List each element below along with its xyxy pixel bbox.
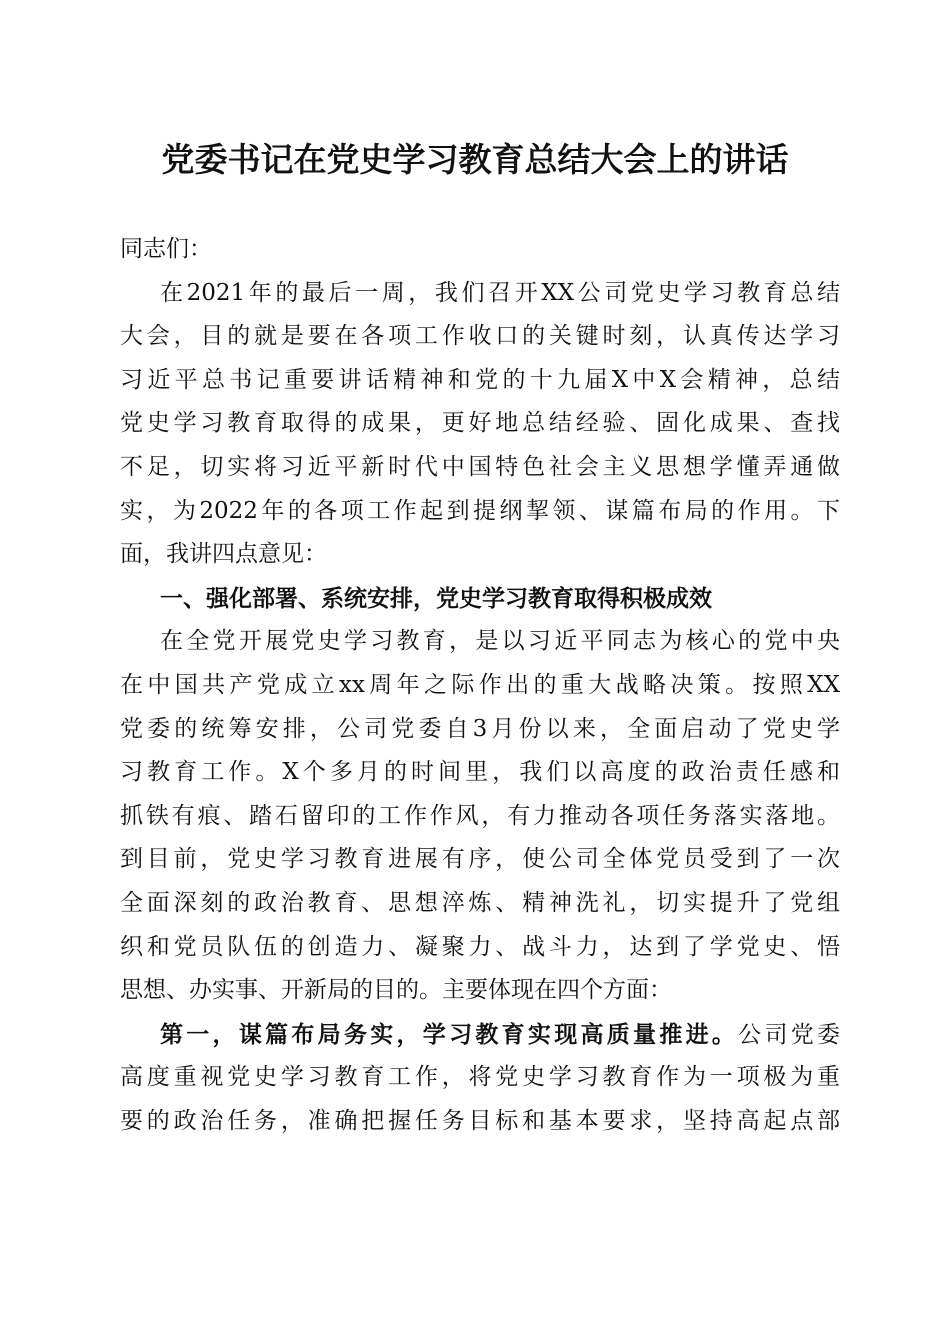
paragraph-line: 织和党员队伍的创造力、凝聚力、战斗力，达到了学党史、悟	[120, 933, 840, 960]
paragraph-line: 到目前，党史学习教育进展有序，使公司全体党员受到了一次	[120, 846, 840, 873]
paragraph-line: 高度重视党史学习教育工作，将党史学习教育作为一项极为重	[120, 1064, 840, 1091]
salutation: 同志们：	[120, 236, 212, 262]
paragraph-line: 大会，目的就是要在各项工作收口的关键时刻，认真传达学习	[120, 323, 840, 350]
paragraph-line: 党委的统筹安排，公司党委自3月份以来，全面启动了党史学	[120, 715, 840, 742]
paragraph-line: 在全党开展党史学习教育，是以习近平同志为核心的党中央	[160, 628, 840, 655]
paragraph-line-lead	[120, 1013, 840, 1057]
paragraph-line: 习近平总书记重要讲话精神和党的十九届X中X会精神，总结	[120, 366, 840, 393]
paragraph-line: 面，我讲四点意见：	[120, 541, 327, 568]
paragraph-lead-rest: 公司党委	[738, 1021, 841, 1048]
paragraph-line: 思想、办实事、开新局的目的。主要体现在四个方面：	[120, 977, 672, 1004]
paragraph-line: 不足，切实将习近平新时代中国特色社会主义思想学懂弄通做	[120, 453, 840, 480]
paragraph-line: 在中国共产党成立xx周年之际作出的重大战略决策。按照XX	[120, 671, 840, 698]
paragraph-lead-sentence: 第一，谋篇布局务实，学习教育实现高质量推进。	[160, 1020, 739, 1048]
paragraph-line: 党史学习教育取得的成果，更好地总结经验、固化成果、查找	[120, 410, 840, 437]
paragraph-line: 抓铁有痕、踏石留印的工作作风，有力推动各项任务落实落地。	[120, 802, 840, 829]
paragraph-line: 在2021年的最后一周，我们召开XX公司党史学习教育总结	[160, 279, 840, 306]
paragraph-line: 实，为2022年的各项工作起到提纲挈领、谋篇布局的作用。下	[120, 497, 840, 524]
paragraph-line: 要的政治任务，准确把握任务目标和基本要求，坚持高起点部	[120, 1107, 840, 1134]
paragraph-line: 习教育工作。X个多月的时间里，我们以高度的政治责任感和	[120, 759, 840, 786]
document-title: 党委书记在党史学习教育总结大会上的讲话	[161, 140, 789, 179]
document-body	[120, 228, 840, 1143]
section-heading: 一、强化部署、系统安排，党史学习教育取得积极成效	[160, 584, 712, 612]
paragraph-line: 全面深刻的政治教育、思想淬炼、精神洗礼，切实提升了党组	[120, 889, 840, 916]
